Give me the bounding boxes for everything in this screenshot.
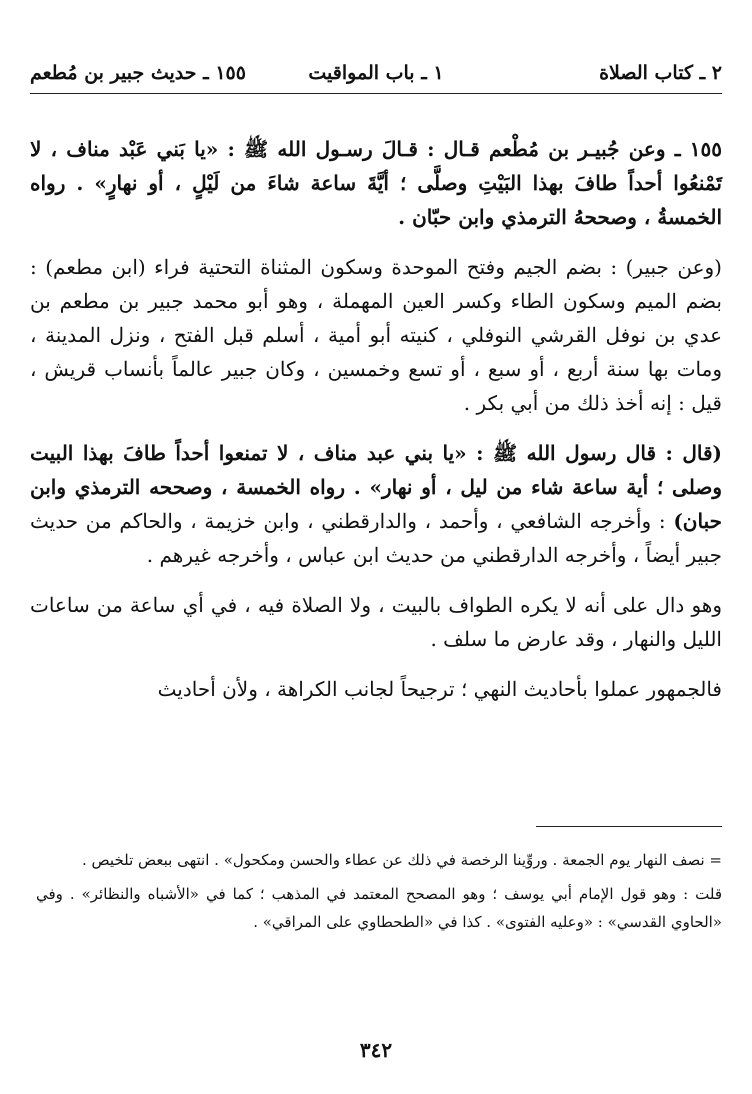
footnote-divider [536,826,722,827]
hadith-quote: (قال : قال رسول الله ﷺ : «يا بني عبد مناف ، لا تمنعوا أحداً طافَ بهذا البيت وصلى ؛ أية ساعة شاء من ليل ، أو نهار» . رواه الخمسة ، وصححه الترمذي وابن حبان) [30,441,722,533]
footnote-continuation: = نصف النهار يوم الجمعة . وروِّينا الرخصة في ذلك عن عطاء والحسن ومكحول» . انتهى ببعض تلخيص . [82,851,722,869]
page-number: ٣٤٢ [359,1038,393,1062]
header-hadith-title: ١٥٥ ـ حديث جبير بن مُطعم [30,62,246,84]
main-text [30,132,722,722]
header-chapter-title: ١ ـ باب المواقيت [308,62,444,84]
commentary-majority: فالجمهور عملوا بأحاديث النهي ؛ ترجيحاً لجانب الكراهة ، ولأن أحاديث [157,677,722,701]
footnotes [36,846,722,942]
footnote-note: قلت : وهو قول الإمام أبي يوسف ؛ وهو المصحح المعتمد في المذهب ؛ كما في «الأشباه والنظائر» . وفي «الحاوي القدسي» : «وعليه الفتوى» . كذا في «الطحطاوي على المراقي» . [36,885,722,931]
hadith-sources: : وأخرجه الشافعي ، وأحمد ، والدارقطني ، وابن خزيمة ، والحاكم من حديث جبير أيضاً ، وأخرجه الدارقطني من حديث ابن عباس ، وأخرجه غيرهم . [30,509,722,567]
header-book-title: ٢ ـ كتاب الصلاة [599,62,722,84]
header-divider [30,93,722,94]
commentary-narrator: (وعن جبير) : بضم الجيم وفتح الموحدة وسكون المثناة التحتية فراء (ابن مطعم) : بضم الميم وسكون الطاء وكسر العين المهملة ، وهو أبو محمد جبير بن مطعم بن عدي بن نوفل القرشي النوفلي ، كنيته أبو أمية ، أسلم قبل الفتح ، ونزل المدينة ، ومات بها سنة أربع ، أو سبع ، أو تسع وخمسين ، وكان جبير عالماً بأنساب قريش ، قيل : إنه أخذ ذلك من أبي بكر . [30,255,722,415]
commentary-ruling: وهو دال على أنه لا يكره الطواف بالبيت ، ولا الصلاة فيه ، في أي ساعة من ساعات الليل والنهار ، وقد عارض ما سلف . [30,593,722,651]
running-header [30,56,722,90]
commentary-hadith [30,436,722,572]
hadith-text: ١٥٥ ـ وعن جُبيـر بن مُطْعم قـال : قـالَ رسـول الله ﷺ : «يا بَني عَبْد مناف ، لا تَمْنعُوا أحداً طافَ بهذا البَيْتِ وصلَّى ؛ أيَّةَ ساعة شاءَ من لَيْلٍ ، أو نهارٍ» . رواه الخمسةُ ، وصححهُ الترمذي وابن حبّان . [30,137,722,229]
